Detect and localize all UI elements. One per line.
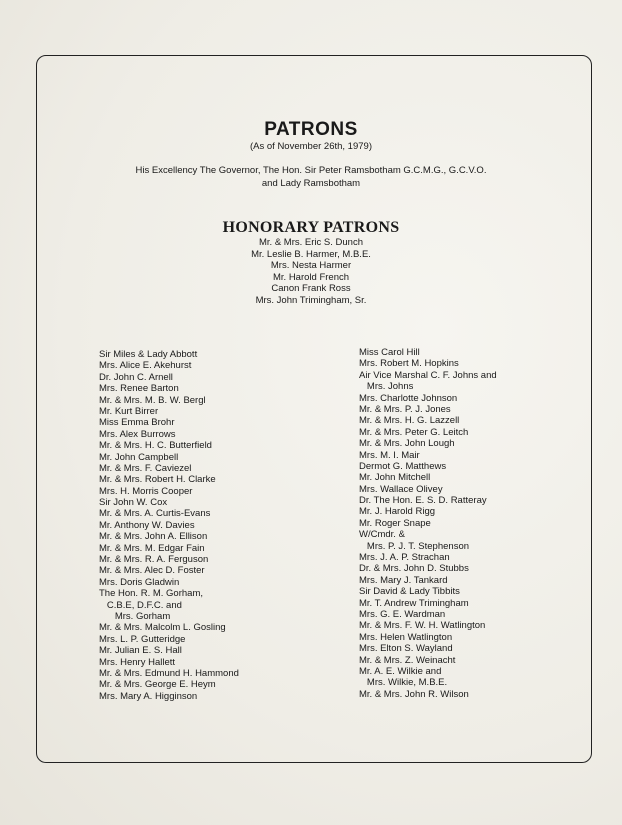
patron-entry: Mr. & Mrs. John A. Ellison — [99, 531, 208, 543]
patron-entry: Mr. & Mrs. Edmund H. Hammond — [99, 667, 239, 679]
patron-entry: Mr. John Campbell — [99, 451, 179, 463]
patron-entry: Mr. & Mrs. Robert H. Clarke — [99, 474, 216, 486]
patron-entry: Mr. Anthony W. Davies — [99, 519, 195, 531]
governor-dedication — [0, 164, 622, 190]
patron-entry: Mrs. Renee Barton — [99, 383, 179, 395]
patron-entry: Mr. & Mrs. Malcolm L. Gosling — [99, 622, 226, 634]
patron-entry: Mr. J. Harold Rigg — [359, 506, 436, 518]
patron-entry: Mrs. Alex Burrows — [99, 428, 176, 440]
patron-entry: Mrs. P. J. T. Stephenson — [359, 540, 470, 552]
patron-entry: Mr. Julian E. S. Hall — [99, 645, 182, 657]
patron-entry: Mrs. Wilkie, M.B.E. — [359, 677, 448, 689]
patron-entry: Mr. & Mrs. John R. Wilson — [359, 688, 469, 700]
patron-entry: Sir Miles & Lady Abbott — [99, 349, 198, 360]
patron-entry: C.B.E, D.F.C. and — [99, 599, 182, 611]
patron-entry: Mr. & Mrs. M. B. W. Bergl — [99, 394, 206, 406]
patron-entry: Mr. Roger Snape — [359, 517, 431, 529]
patrons-list-right — [359, 347, 497, 700]
patron-entry: Mr. & Mrs. Alec D. Foster — [99, 565, 205, 577]
patron-entry: Dr. John C. Arnell — [99, 371, 173, 383]
patron-entry: Mrs. Mary A. Higginson — [99, 690, 198, 702]
honorary-patrons-list — [0, 237, 622, 306]
patron-entry: Mr. & Mrs. P. J. Jones — [359, 403, 451, 415]
honorary-patron: Mrs. John Trimingham, Sr. — [255, 294, 367, 306]
patron-entry: Mrs. M. I. Mair — [359, 449, 420, 461]
patron-entry: W/Cmdr. & — [359, 529, 405, 541]
patron-entry: Mrs. Elton S. Wayland — [359, 643, 453, 655]
patron-entry: Mr. T. Andrew Trimingham — [359, 597, 469, 609]
patron-entry: Mrs. Henry Hallett — [99, 656, 176, 668]
patron-entry: Mr. & Mrs. F. W. H. Watlington — [359, 620, 486, 632]
patron-entry: Mrs. Mary J. Tankard — [359, 574, 448, 586]
honorary-patrons-heading: HONORARY PATRONS — [222, 219, 400, 236]
honorary-patron: Mr. Leslie B. Harmer, M.B.E. — [251, 248, 371, 260]
patron-entry: Mr. & Mrs. H. G. Lazzell — [359, 415, 460, 427]
patron-entry: Mrs. Charlotte Johnson — [359, 392, 458, 404]
patron-entry: Mr. John Mitchell — [359, 472, 431, 484]
honorary-patron: Mr. Harold French — [272, 271, 350, 283]
patron-entry: Mrs. Wallace Olivey — [359, 483, 443, 495]
patron-entry: Mr. & Mrs. Z. Weinacht — [359, 654, 456, 666]
governor-line-1: His Excellency The Governor, The Hon. Sir Peter Ramsbotham G.C.M.G., G.C.V.O. — [135, 165, 487, 176]
patron-entry: Mrs. G. E. Wardman — [359, 608, 446, 620]
patron-entry: Mrs. Gorham — [99, 610, 171, 622]
page-subtitle: (As of November 26th, 1979) — [250, 141, 372, 152]
patron-entry: Mrs. Helen Watlington — [359, 631, 453, 643]
patron-entry: Dr. & Mrs. John D. Stubbs — [359, 563, 469, 575]
honorary-patron: Canon Frank Ross — [271, 283, 351, 294]
patron-entry: Mrs. H. Morris Cooper — [99, 485, 193, 497]
patron-entry: Dr. The Hon. E. S. D. Ratteray — [359, 495, 487, 507]
patron-entry: Mr. & Mrs. H. C. Butterfield — [99, 440, 212, 452]
governor-line-2: and Lady Ramsbotham — [261, 178, 361, 189]
patron-entry: Mr. & Mrs. Peter G. Leitch — [359, 426, 469, 438]
page-title: PATRONS — [264, 119, 358, 140]
patron-entry: Dermot G. Matthews — [359, 460, 447, 472]
patron-entry: Mr. & Mrs. M. Edgar Fain — [99, 542, 205, 554]
patron-entry: Air Vice Marshal C. F. Johns and — [359, 369, 497, 381]
honorary-patron: Mr. & Mrs. Eric S. Dunch — [259, 237, 363, 248]
patron-entry: Miss Emma Brohr — [99, 417, 175, 429]
patron-entry: Mr. & Mrs. John Lough — [359, 438, 455, 450]
patron-entry: Mrs. Johns — [359, 381, 414, 393]
patron-entry: Mr. & Mrs. R. A. Ferguson — [99, 554, 209, 566]
patron-entry: Mrs. L. P. Gutteridge — [99, 633, 186, 645]
patron-entry: Sir John W. Cox — [99, 497, 168, 509]
patron-entry: Mr. & Mrs. F. Caviezel — [99, 462, 192, 474]
patron-entry: Mrs. Doris Gladwin — [99, 576, 180, 588]
patron-entry: Mr. Kurt Birrer — [99, 405, 159, 417]
patron-entry: Miss Carol Hill — [359, 347, 420, 358]
patron-entry: Mr. A. E. Wilkie and — [359, 665, 442, 677]
honorary-patron: Mrs. Nesta Harmer — [270, 260, 352, 271]
patron-entry: Mrs. Alice E. Akehurst — [99, 360, 192, 372]
patron-entry: The Hon. R. M. Gorham, — [99, 588, 204, 600]
patrons-list-left — [99, 349, 239, 702]
patron-entry: Sir David & Lady Tibbits — [359, 586, 460, 598]
patron-entry: Mr. & Mrs. A. Curtis-Evans — [99, 508, 211, 520]
patron-entry: Mrs. Robert M. Hopkins — [359, 358, 459, 370]
patron-entry: Mr. & Mrs. George E. Heym — [99, 679, 216, 691]
patron-entry: Mrs. J. A. P. Strachan — [359, 552, 450, 564]
